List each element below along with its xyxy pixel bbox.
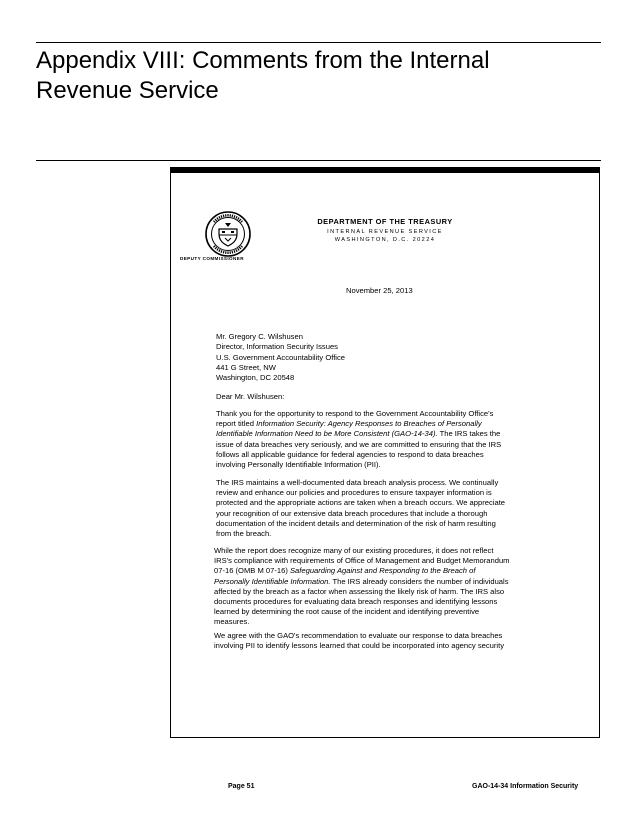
report-title-italic: Information Security: Agency Responses to Breaches of Personally <box>256 419 482 429</box>
appendix-title-line-1: Appendix VIII: Comments from the Internal <box>36 47 490 74</box>
section-rule <box>36 160 601 161</box>
department-name: DEPARTMENT OF THE TREASURY <box>317 217 453 226</box>
text-line: learned by determining the root cause of the incident and identifying preventive <box>214 607 480 617</box>
text-line: documentation of the incident details and determination of the risk of harm resulting <box>216 518 496 528</box>
text-span: report titled <box>216 419 257 429</box>
agency-name: INTERNAL REVENUE SERVICE <box>327 228 443 235</box>
paragraph-4 <box>214 631 554 651</box>
memo-title-italic: Safeguarding Against and Responding to the Breach of <box>289 566 476 576</box>
text-line: Thank you for the opportunity to respond to the Government Accountability Office's <box>216 409 494 418</box>
paragraph-3 <box>214 546 554 628</box>
text-span: The IRS already considers the number of individuals <box>330 576 509 586</box>
letterhead <box>290 217 480 244</box>
agency-city: WASHINGTON, D.C. 20224 <box>334 236 436 243</box>
text-line: documents procedures for evaluating data breach responses and identifying lessons <box>214 597 498 607</box>
text-line <box>214 566 554 576</box>
letter-date: November 25, 2013 <box>346 286 413 295</box>
text-line: involving PII to identify lessons learned that could be incorporated into agency security <box>214 641 504 651</box>
appendix-title <box>36 46 596 106</box>
text-line: We agree with the GAO's recommendation to evaluate our response to data breaches <box>214 631 503 640</box>
text-line: measures. <box>214 617 250 627</box>
letter-top-bar <box>171 168 599 173</box>
office-label: DEPUTY COMMISSIONER <box>180 256 244 261</box>
recipient-line: U.S. Government Accountability Office <box>216 352 346 362</box>
text-line: IRS's compliance with requirements of Office of Management and Budget Memorandum <box>214 556 510 566</box>
salutation: Dear Mr. Wilshusen: <box>216 392 285 401</box>
text-line <box>214 577 554 587</box>
recipient-line: Mr. Gregory C. Wilshusen <box>216 332 303 341</box>
text-line: issue of data breaches very seriously, and we are committed to ensuring that the IRS <box>216 439 502 449</box>
top-rule <box>36 42 601 43</box>
paragraph-2 <box>216 478 556 539</box>
text-line: involving Personally Identifiable Information (PII). <box>216 460 381 470</box>
text-line: from the breach. <box>216 529 272 539</box>
text-span: The IRS takes the <box>437 429 501 439</box>
text-line: follows all applicable guidance for federal agencies to respond to data breaches <box>216 449 484 459</box>
report-title-italic: Identifiable Information Need to be More Consistent (GAO-14-34). <box>216 429 438 439</box>
paragraph-1 <box>216 409 556 470</box>
text-line: review and enhance our policies and procedures to ensure taxpayer information is <box>216 488 492 498</box>
recipient-address <box>216 332 345 383</box>
page-number: Page 51 <box>228 783 255 790</box>
text-line: While the report does recognize many of our existing procedures, it does not reflect <box>214 546 494 555</box>
appendix-title-line-2: Revenue Service <box>36 77 219 104</box>
text-span: 07-16 (OMB M 07-16) <box>214 566 290 576</box>
recipient-line: 441 G Street, NW <box>216 362 276 372</box>
text-line: your recognition of our extensive data breach procedures that include a thorough <box>216 508 488 518</box>
report-id: GAO-14-34 Information Security <box>472 783 579 790</box>
text-line <box>216 429 556 439</box>
text-line <box>216 419 556 429</box>
recipient-line: Director, Information Security Issues <box>216 342 338 352</box>
recipient-line: Washington, DC 20548 <box>216 373 295 383</box>
memo-title-italic: Personally Identifiable Information. <box>214 576 331 586</box>
text-line: protected and the appropriate actions are taken when a breach occurs. We appreciate <box>216 498 506 508</box>
treasury-seal-icon <box>204 210 252 258</box>
text-line: affected by the breach as a factor when assessing the likely risk of harm. The IRS also <box>214 586 505 596</box>
text-line: The IRS maintains a well-documented data breach analysis process. We continually <box>216 478 499 487</box>
